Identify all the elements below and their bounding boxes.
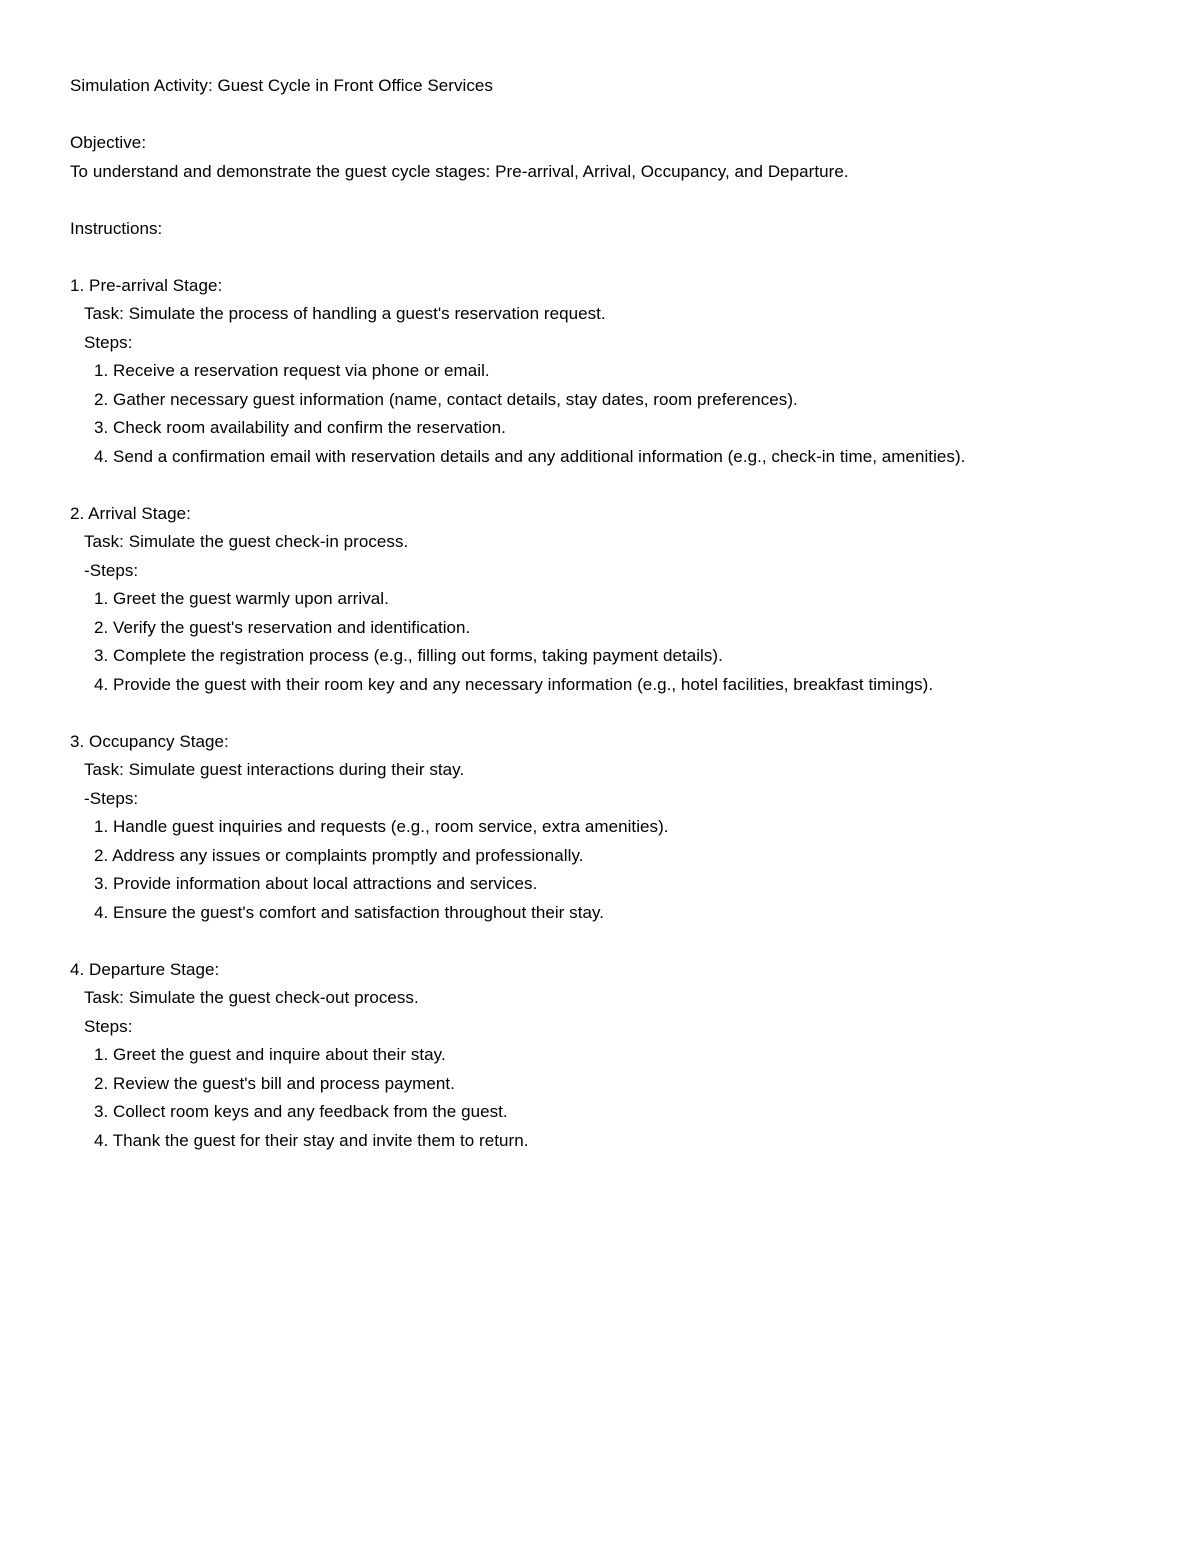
step-item: 1. Receive a reservation request via phone or email. (94, 361, 490, 380)
objective-label: Objective: (70, 133, 147, 152)
steps-label: -Steps: (84, 560, 139, 580)
stage-occupancy (70, 728, 1150, 928)
steps-label: Steps: (84, 332, 133, 352)
step-item: 2. Verify the guest's reservation and identification. (94, 617, 471, 637)
stage-arrival (70, 500, 1150, 700)
step-item: 1. Handle guest inquiries and requests (e.g., room service, extra amenities). (94, 817, 669, 836)
step-item: 3. Provide information about local attractions and services. (94, 874, 538, 893)
stage-departure (70, 956, 1150, 1156)
spacer (70, 699, 1150, 728)
step-item: 1. Greet the guest and inquire about their stay. (94, 1045, 446, 1064)
document-title: Simulation Activity: Guest Cycle in Front Office Services (70, 76, 493, 95)
steps-label: -Steps: (84, 788, 139, 808)
steps-label: Steps: (84, 1016, 133, 1036)
stage-heading: 1. Pre-arrival Stage: (70, 275, 223, 295)
spacer (70, 101, 1150, 130)
spacer (70, 243, 1150, 272)
step-item: 2. Gather necessary guest information (name, contact details, stay dates, room preferences). (94, 389, 798, 409)
stage-heading: 3. Occupancy Stage: (70, 731, 229, 751)
step-item: 4. Ensure the guest's comfort and satisfaction throughout their stay. (94, 902, 605, 922)
stage-task: Task: Simulate the guest check-out process. (84, 988, 419, 1007)
step-item: 1. Greet the guest warmly upon arrival. (94, 589, 389, 608)
objective-text: To understand and demonstrate the guest cycle stages: Pre-arrival, Arrival, Occupancy, and Departure. (70, 161, 849, 181)
step-item: 3. Check room availability and confirm the reservation. (94, 418, 506, 437)
step-item: 4. Thank the guest for their stay and invite them to return. (94, 1130, 529, 1150)
stage-pre-arrival (70, 272, 1150, 472)
stage-task: Task: Simulate the guest check-in process. (84, 532, 409, 551)
step-item: 3. Complete the registration process (e.g., filling out forms, taking payment details). (94, 646, 723, 665)
step-item: 2. Review the guest's bill and process payment. (94, 1073, 455, 1093)
spacer (70, 927, 1150, 956)
spacer (70, 471, 1150, 500)
spacer (70, 186, 1150, 215)
stage-task: Task: Simulate the process of handling a guest's reservation request. (84, 304, 606, 323)
step-item: 4. Send a confirmation email with reservation details and any additional information (e.g., check-in time, amenities). (94, 446, 966, 466)
stage-task: Task: Simulate guest interactions during their stay. (84, 760, 465, 779)
stage-heading: 4. Departure Stage: (70, 959, 220, 979)
step-item: 4. Provide the guest with their room key and any necessary information (e.g., hotel facilities, breakfast timings). (94, 674, 934, 694)
step-item: 3. Collect room keys and any feedback from the guest. (94, 1102, 508, 1121)
step-item: 2. Address any issues or complaints promptly and professionally. (94, 845, 584, 865)
stage-heading: 2. Arrival Stage: (70, 503, 191, 523)
document-body (70, 72, 1150, 1155)
instructions-label: Instructions: (70, 218, 163, 238)
